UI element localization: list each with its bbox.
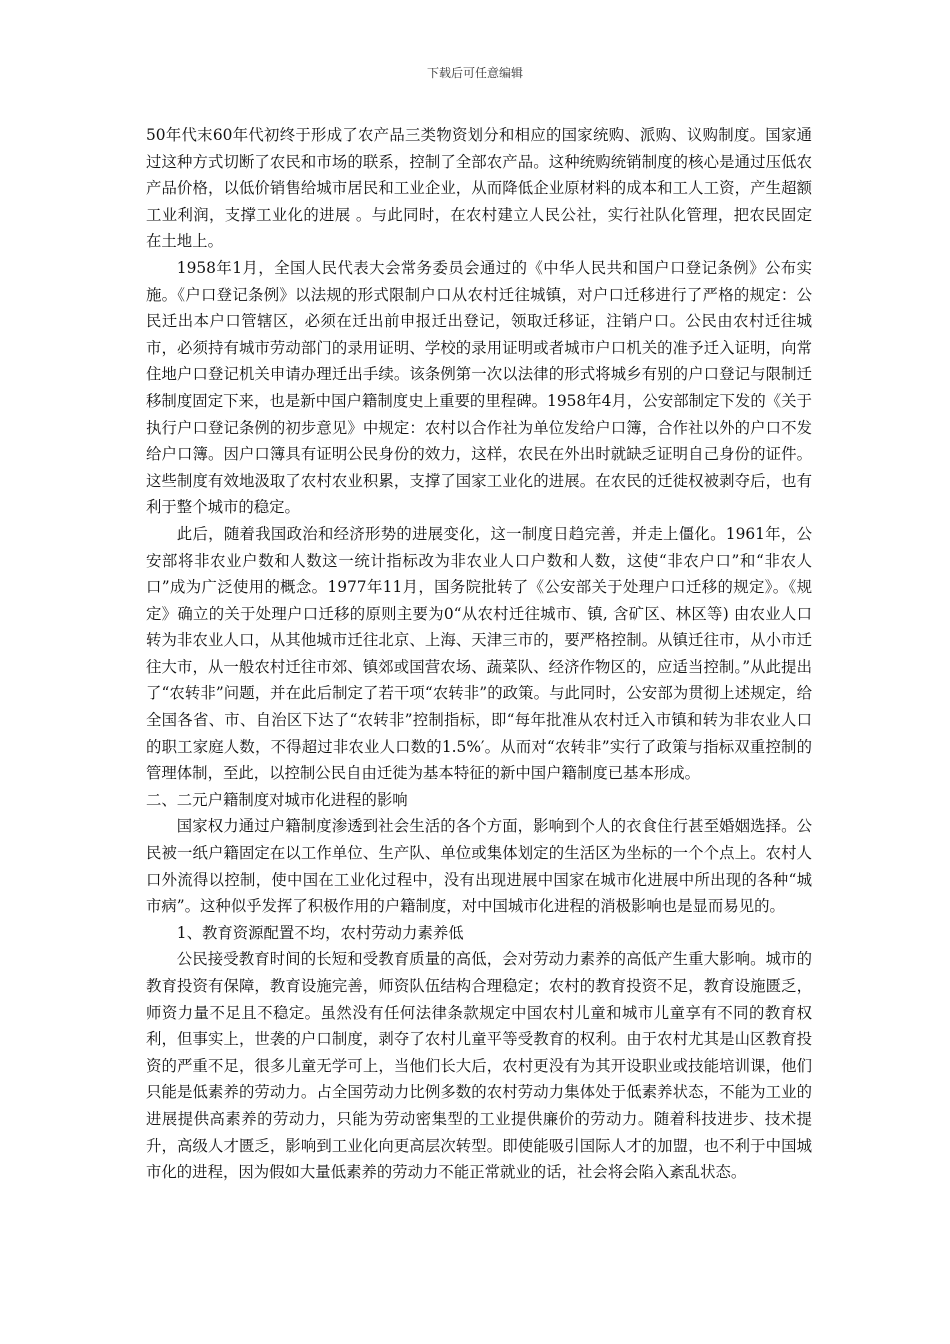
paragraph-grain-purchase-system: 50年代末60年代初终于形成了农产品三类物资划分和相应的国家统购、派购、议购制度。国家通过这种方式切断了农民和市场的联系，控制了全部农产品。这种统购统销制度的核心是通过压低农产品价格，以低价销售给城市居民和工业企业，从而降低企业原材料的成本和工人工资，产生超额工业利润，支撑工业化的进展 。与此同时，在农村建立人民公社，实行社队化管理，把农民固定在土地上。 xyxy=(146,126,812,251)
section-heading-urbanization-impact: 二、二元户籍制度对城市化进程的影响 xyxy=(146,790,408,809)
paragraph-education-labor-quality: 公民接受教育时间的长短和受教育质量的高低，会对劳动力素养的高低产生重大影响。城市的教育投资有保障，教育设施完善，师资队伍结构合理稳定；农村的教育投资不足，教育设施匮乏，师资力量不足且不稳定。虽然没有任何法律条款规定中国农村儿童和城市儿童享有不同的教育权利，但事实上，世袭的户口制度，剥夺了农村儿童平等受教育的权利。由于农村尤其是山区教育投资的严重不足，很多儿童无学可上，当他们长大后，农村更没有为其开设职业或技能培训课，他们只能是低素养的劳动力。占全国劳动力比例多数的农村劳动力集体处于低素养状态，不能为工业的进展提供高素养的劳动力，只能为劳动密集型的工业提供廉价的劳动力。随着科技进步、技术提升，高级人才匮乏，影响到工业化向更高层次转型。即使能吸引国际人才的加盟，也不利于中国城市化的进程，因为假如大量低素养的劳动力不能正常就业的话，社会将会陷入紊乱状态。 xyxy=(146,950,812,1182)
subheading-education-resources: 1、教育资源配置不均，农村劳动力素养低 xyxy=(176,923,464,942)
paragraph-1958-household-registration: 1958年1月，全国人民代表大会常务委员会通过的《中华人民共和国户口登记条例》公布实施。《户口登记条例》以法规的形式限制户口从农村迁往城镇，对户口迁移进行了严格的规定：公民迁出本户口管辖区，必须在迁出前申报迁出登记，领取迁移证，注销户口。公民由农村迁往城市，必须持有城市劳动部门的录用证明、学校的录用证明或者城市户口机关的准予迁入证明，向常住地户口登记机关申请办理迁出手续。该条例第一次以法律的形式将城乡有别的户口登记与限制迁移制度固定下来，也是新中国户籍制度史上重要的里程碑。1958年4月，公安部制定下发的《关于执行户口登记条例的初步意见》中规定：农村以合作社为单位发给户口簿，合作社以外的户口不发给户口簿。因户口簿具有证明公民身份的效力，这样，农民在外出时就缺乏证明自己身份的证件。这些制度有效地汲取了农村农业积累，支撑了国家工业化的进展。在农民的迁徙权被剥夺后，也有利于整个城市的稳定。 xyxy=(146,258,812,517)
paragraph-state-power-household: 国家权力通过户籍制度渗透到社会生活的各个方面，影响到个人的衣食住行甚至婚姻选择。公民被一纸户籍固定在以工作单位、生产队、单位或集体划定的生活区为坐标的一个个点上。农村人口外流得以控制，使中国在工业化过程中，没有出现进展中国家在城市化进展中所出现的各种“城市病”。这种似乎发挥了积极作用的户籍制度，对中国城市化进程的消极影响也是显而易见的。 xyxy=(146,817,812,916)
paragraph-nongzhuanfei-policy: 此后，随着我国政治和经济形势的进展变化，这一制度日趋完善，并走上僵化。1961年，公安部将非农业户数和人数这一统计指标改为非农业人口户数和人数，这使“非农户口”和“非农人口”成为广泛使用的概念。1977年11月，国务院批转了《公安部关于处理户口迁移的规定》。《规定》确立的关于处理户口迁移的原则主要为0“从农村迁往城市、镇, 含矿区、林区等) 由农业人口转为非农业人口，从其他城市迁往北京、上海、天津三市的，要严格控制。从镇迁往市，从小市迁往大市，从一般农村迁往市郊、镇郊或国营农场、蔬菜队、经济作物区的，应适当控制。”从此提出了“农转非”问题，并在此后制定了若干项“农转非”的政策。与此同时，公安部为贯彻上述规定，给全国各省、市、自治区下达了“农转非”控制指标，即“每年批准从农村迁入市镇和转为非农业人口的职工家庭人数，不得超过非农业人口数的1.5%′。从而对“农转非”实行了政策与指标双重控制的管理体制，至此，以控制公民自由迁徙为基本特征的新中国户籍制度已基本形成。 xyxy=(146,524,812,783)
page-header: 下载后可任意编辑 xyxy=(426,66,523,80)
document-body xyxy=(146,122,812,1186)
